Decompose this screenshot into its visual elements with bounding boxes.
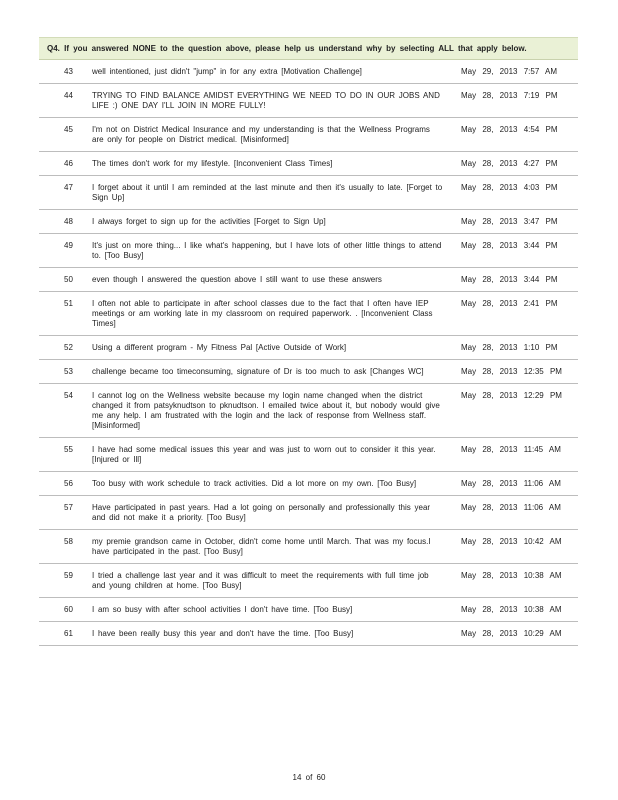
response-number: 45 bbox=[64, 125, 73, 134]
response-date: May 28, 2013 4:03 PM bbox=[461, 183, 558, 192]
response-number: 58 bbox=[64, 537, 73, 546]
response-text: well intentioned, just didn't "jump" in for any extra [Motivation Challenge] bbox=[92, 67, 362, 76]
response-number: 46 bbox=[64, 159, 73, 168]
response-text: I tried a challenge last year and it was difficult to meet the requirements with full time job and young children at home. [Too Busy] bbox=[92, 571, 429, 590]
table-row bbox=[39, 496, 578, 530]
response-table bbox=[39, 60, 578, 646]
response-text: I'm not on District Medical Insurance and my understanding is that the Wellness Programs are only for people on District medical. [Misinformed] bbox=[92, 125, 430, 144]
survey-report bbox=[39, 37, 578, 646]
response-date: May 28, 2013 10:38 AM bbox=[461, 571, 562, 580]
table-row bbox=[39, 360, 578, 384]
table-row bbox=[39, 84, 578, 118]
response-text: I often not able to participate in after school classes due to the fact that I often have IEP meetings or am working late in my classroom on required paperwork. . [Inconvenient Class Times] bbox=[92, 299, 433, 328]
response-date: May 28, 2013 2:41 PM bbox=[461, 299, 558, 308]
response-date: May 28, 2013 10:38 AM bbox=[461, 605, 562, 614]
table-row bbox=[39, 598, 578, 622]
response-number: 59 bbox=[64, 571, 73, 580]
table-row bbox=[39, 438, 578, 472]
table-row bbox=[39, 292, 578, 336]
response-date: May 28, 2013 3:44 PM bbox=[461, 241, 558, 250]
response-number: 56 bbox=[64, 479, 73, 488]
table-row bbox=[39, 622, 578, 646]
response-date: May 28, 2013 4:54 PM bbox=[461, 125, 558, 134]
page-number: 14 of 60 bbox=[292, 773, 326, 782]
response-date: May 29, 2013 7:57 AM bbox=[461, 67, 558, 76]
table-row bbox=[39, 234, 578, 268]
table-row bbox=[39, 530, 578, 564]
response-date: May 28, 2013 3:44 PM bbox=[461, 275, 558, 284]
response-text: my premie grandson came in October, didn't come home until March. That was my focus.I have participated in the past. [Too Busy] bbox=[92, 537, 431, 556]
response-text: I always forget to sign up for the activities [Forget to Sign Up] bbox=[92, 217, 326, 226]
response-number: 61 bbox=[64, 629, 73, 638]
table-row bbox=[39, 118, 578, 152]
table-row bbox=[39, 384, 578, 438]
response-number: 53 bbox=[64, 367, 73, 376]
response-date: May 28, 2013 12:29 PM bbox=[461, 391, 562, 400]
response-date: May 28, 2013 11:06 AM bbox=[461, 479, 561, 488]
response-number: 60 bbox=[64, 605, 73, 614]
response-date: May 28, 2013 10:29 AM bbox=[461, 629, 562, 638]
response-text: TRYING TO FIND BALANCE AMIDST EVERYTHING WE NEED TO DO IN OUR JOBS AND LIFE :) ONE DAY I'LL JOIN IN MORE FULLY! bbox=[92, 91, 440, 110]
response-date: May 28, 2013 4:27 PM bbox=[461, 159, 558, 168]
response-number: 52 bbox=[64, 343, 73, 352]
question-header: Q4. If you answered NONE to the question above, please help us understand why by selecting ALL that apply below. bbox=[39, 37, 578, 60]
response-text: Have participated in past years. Had a lot going on personally and professionally this year and did not make it a priority. [Too Busy] bbox=[92, 503, 431, 522]
table-row bbox=[39, 472, 578, 496]
response-text: I am so busy with after school activities I don't have time. [Too Busy] bbox=[92, 605, 353, 614]
table-row bbox=[39, 60, 578, 84]
response-date: May 28, 2013 12:35 PM bbox=[461, 367, 562, 376]
response-text: I forget about it until I am reminded at the last minute and then it's usually to late. [Forget to Sign Up] bbox=[92, 183, 443, 202]
response-date: May 28, 2013 1:10 PM bbox=[461, 343, 558, 352]
response-number: 55 bbox=[64, 445, 73, 454]
response-number: 44 bbox=[64, 91, 73, 100]
table-row bbox=[39, 210, 578, 234]
response-text: I cannot log on the Wellness website because my login name changed when the district changed it from patsyknudtson to pknudtson. I emailed twice about it, but nobody would give me any help. I am frustrated with the login and the lack of response from Wellness staff. [Misinformed] bbox=[92, 391, 440, 430]
table-row bbox=[39, 176, 578, 210]
response-text: It's just on more thing... I like what's happening, but I have lots of other little things to attend to. [Too Busy] bbox=[92, 241, 442, 260]
response-text: The times don't work for my lifestyle. [Inconvenient Class Times] bbox=[92, 159, 333, 168]
response-number: 43 bbox=[64, 67, 73, 76]
response-number: 54 bbox=[64, 391, 73, 400]
response-number: 49 bbox=[64, 241, 73, 250]
response-number: 50 bbox=[64, 275, 73, 284]
table-row bbox=[39, 268, 578, 292]
response-date: May 28, 2013 11:06 AM bbox=[461, 503, 561, 512]
response-date: May 28, 2013 3:47 PM bbox=[461, 217, 558, 226]
response-text: Using a different program - My Fitness Pal [Active Outside of Work] bbox=[92, 343, 347, 352]
response-number: 57 bbox=[64, 503, 73, 512]
response-text: challenge became too timeconsuming, signature of Dr is too much to ask [Changes WC] bbox=[92, 367, 424, 376]
table-row bbox=[39, 336, 578, 360]
response-date: May 28, 2013 7:19 PM bbox=[461, 91, 558, 100]
response-text: I have had some medical issues this year and was just to worn out to consider it this year. [Injured or Ill] bbox=[92, 445, 436, 464]
response-number: 47 bbox=[64, 183, 73, 192]
response-number: 51 bbox=[64, 299, 73, 308]
table-row bbox=[39, 152, 578, 176]
response-text: even though I answered the question above I still want to use these answers bbox=[92, 275, 382, 284]
response-date: May 28, 2013 10:42 AM bbox=[461, 537, 562, 546]
response-text: Too busy with work schedule to track activities. Did a lot more on my own. [Too Busy] bbox=[92, 479, 417, 488]
response-text: I have been really busy this year and don't have the time. [Too Busy] bbox=[92, 629, 354, 638]
response-number: 48 bbox=[64, 217, 73, 226]
response-date: May 28, 2013 11:45 AM bbox=[461, 445, 561, 454]
table-row bbox=[39, 564, 578, 598]
